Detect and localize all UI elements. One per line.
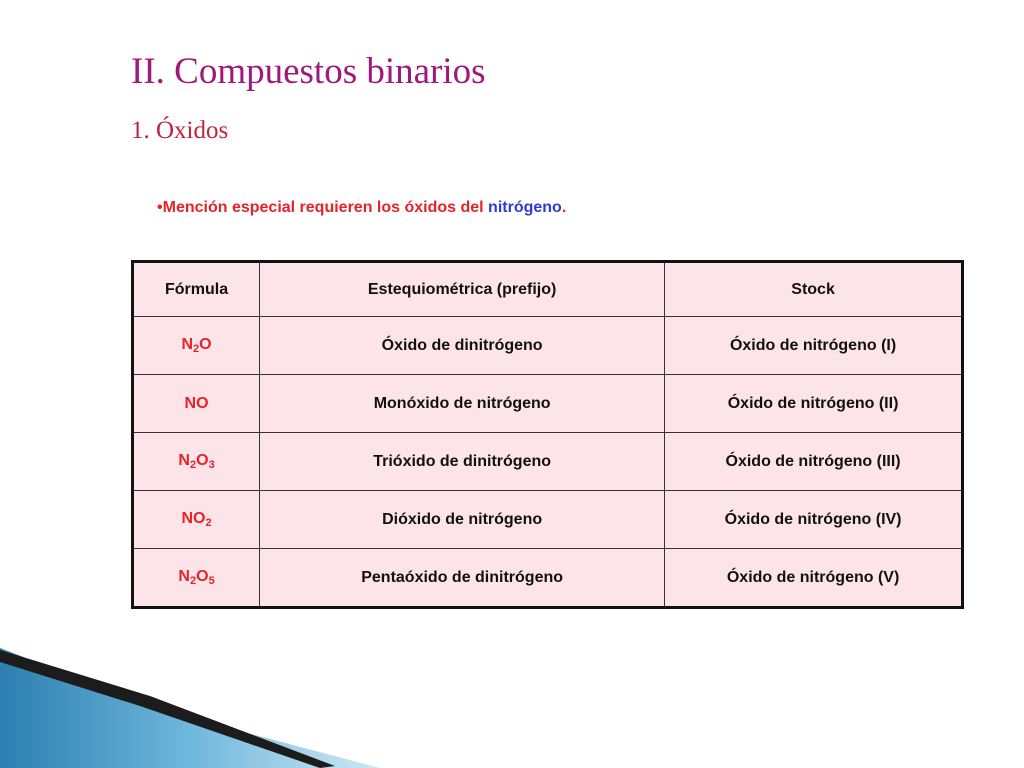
table-row [133,317,963,375]
stoichiometric-name-cell: Óxido de dinitrógeno [260,317,665,375]
header-formula: Fórmula [133,262,260,317]
formula-symbol: N [178,452,190,469]
formula-symbol: O [199,336,212,353]
formula-subscript: 2 [189,575,197,587]
stock-name-cell: Óxido de nitrógeno (V) [665,549,963,608]
decoration-blue-wave [0,648,380,768]
formula-subscript: 2 [193,343,200,355]
stock-name-cell: Óxido de nitrógeno (I) [665,317,963,375]
formula-symbol: NO [181,510,206,527]
stoichiometric-name-cell: Pentaóxido de dinitrógeno [260,549,665,608]
bullet-text: Mención especial requieren los óxidos del [162,199,489,216]
stock-name-cell: Óxido de nitrógeno (IV) [665,491,963,549]
formula-symbol: O [196,452,209,469]
table-header-row [133,262,963,317]
stoichiometric-name-cell: Monóxido de nitrógeno [260,375,665,433]
formula-cell [133,491,260,549]
bullet-end: . [561,199,567,216]
table-row [133,433,963,491]
formula-symbol: O [196,568,209,585]
formula-cell [133,375,260,433]
table-row [133,491,963,549]
slide-subtitle: 1. Óxidos [131,117,229,144]
formula-subscript: 2 [189,459,197,471]
formula-subscript: 3 [208,459,215,471]
formula-symbol: NO [184,394,209,412]
formula-cell [133,317,260,375]
bullet-marker: • [157,199,163,216]
corner-decoration [0,648,420,768]
stoichiometric-name-cell: Dióxido de nitrógeno [260,491,665,549]
formula-symbol: N [181,336,194,353]
formula-subscript: 5 [208,575,215,587]
formula-symbol: N [178,568,190,585]
bullet-highlight: nitrógeno [488,199,562,216]
bullet-point [157,199,566,217]
nitrogen-oxides-table [131,260,964,609]
formula-subscript: 2 [205,517,212,529]
slide-title: II. Compuestos binarios [131,51,486,92]
stock-name-cell: Óxido de nitrógeno (II) [665,375,963,433]
header-stoichiometric: Estequiométrica (prefijo) [260,262,665,317]
formula-cell [133,549,260,608]
table-row [133,549,963,608]
stock-name-cell: Óxido de nitrógeno (III) [665,433,963,491]
table-row [133,375,963,433]
stoichiometric-name-cell: Trióxido de dinitrógeno [260,433,665,491]
header-stock: Stock [665,262,963,317]
formula-cell [133,433,260,491]
